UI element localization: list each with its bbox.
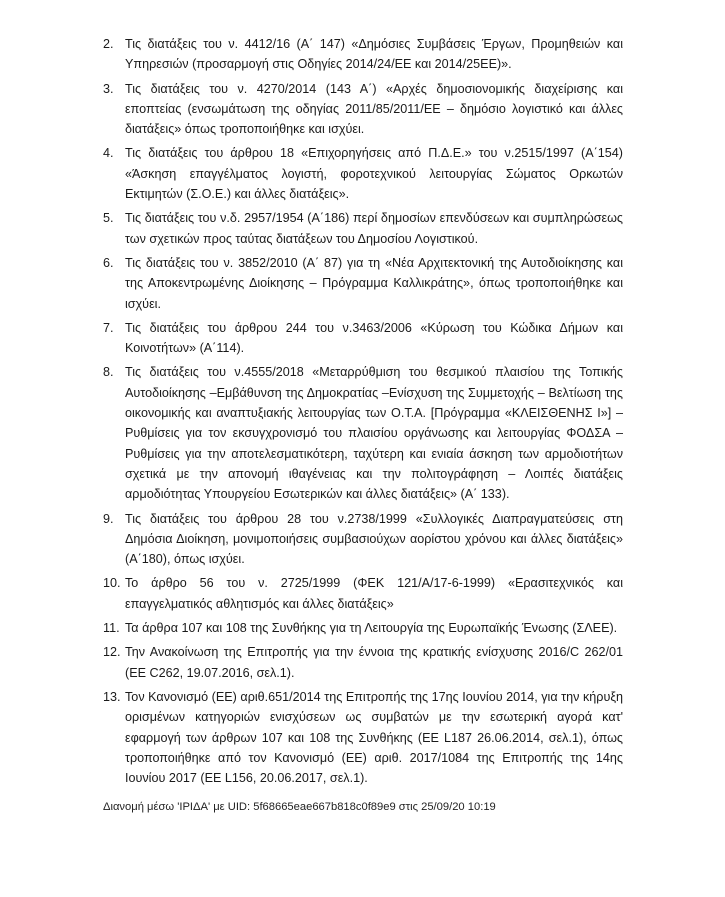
item-text: Τις διατάξεις του ν. 3852/2010 (Α΄ 87) για τη «Νέα Αρχιτεκτονική της Αυτοδιοίκησης και της Αποκεντρωμένης Διοίκησης – Πρόγραμμα Καλλικράτης», όπως τροποποιήθηκε και ισχύει. <box>125 255 623 311</box>
legal-references-list <box>103 34 623 792</box>
item-text: Τα άρθρα 107 και 108 της Συνθήκης για τη Λειτουργία της Ευρωπαϊκής Ένωσης (ΣΛΕΕ). <box>125 621 618 636</box>
item-number: 10. <box>103 576 121 591</box>
item-number: 5. <box>103 211 114 226</box>
list-item <box>103 687 623 788</box>
item-text: Τις διατάξεις του άρθρου 18 «Επιχορηγήσεις από Π.Δ.Ε.» του ν.2515/1997 (Α΄154) «Άσκηση επαγγέλματος λογιστή, φοροτεχνικού λειτουργίας Σώματος Ορκωτών Εκτιμητών (Σ.Ο.Ε.) και άλλες διατάξεις». <box>125 146 623 202</box>
list-item <box>103 573 623 614</box>
list-item <box>103 79 623 140</box>
item-number: 13. <box>103 689 121 704</box>
item-number: 3. <box>103 81 114 96</box>
item-text: Τις διατάξεις του ν. 4412/16 (Α΄ 147) «Δημόσιες Συμβάσεις Έργων, Προμηθειών και Υπηρεσιών (προσαρμογή στις Οδηγίες 2014/24/ΕΕ και 2014/25ΕΕ)». <box>125 37 623 72</box>
item-text: Τις διατάξεις του ν.4555/2018 «Μεταρρύθμιση του θεσμικού πλαισίου της Τοπικής Αυτοδιοίκησης –Εμβάθυνση της Δημοκρατίας –Ενίσχυση της Συμμετοχής – Βελτίωση της οικονομικής και αναπτυξιακής λειτουργίας των Ο.Τ.Α. [Πρόγραμμα «ΚΛΕΙΣΘΕΝΗΣ Ι»] –Ρυθμίσεις για τον εκσυγχρονισμό του πλαισίου οργάνωσης και λειτουργίας ΦΟΔΣΑ –Ρυθμίσεις για την αποτελεσματικότερη, ταχύτερη και ενιαία άσκηση των αρμοδιοτήτων σχετικά με την απονομή ιθαγένειας και την πολιτογράφηση – Λοιπές διατάξεις αρμοδιότητας Υπουργείου Εσωτερικών και άλλες διατάξεις» (Α΄ 133). <box>125 365 623 502</box>
list-item <box>103 253 623 314</box>
distribution-footer: Διανομή μέσω 'ΙΡΙΔΑ' με UID: 5f68665eae667b818c0f89e9 στις 25/09/20 10:19 <box>103 801 496 813</box>
item-text: Τις διατάξεις του άρθρου 244 του ν.3463/2006 «Κύρωση του Κώδικα Δήμων και Κοινοτήτων» (Α΄114). <box>125 320 623 356</box>
item-number: 9. <box>103 511 114 526</box>
item-text: Τις διατάξεις του άρθρου 28 του ν.2738/1999 «Συλλογικές Διαπραγματεύσεις στη Δημόσια Διοίκηση, μονιμοποιήσεις συμβασιούχων αορίστου χρόνου και άλλες διατάξεις» (Α΄180), όπως ισχύει. <box>125 511 623 567</box>
item-number: 6. <box>103 255 114 270</box>
item-number: 11. <box>103 621 120 636</box>
item-text: Την Ανακοίνωση της Επιτροπής για την έννοια της κρατικής ενίσχυσης 2016/C 262/01 (ΕΕ C262, 19.07.2016, σελ.1). <box>125 645 623 680</box>
item-text: Το άρθρο 56 του ν. 2725/1999 (ΦΕΚ 121/Α/17-6-1999) «Ερασιτεχνικός και επαγγελματικός αθλητισμός και άλλες διατάξεις» <box>125 576 623 611</box>
list-item <box>103 362 623 504</box>
item-number: 8. <box>103 365 114 380</box>
item-number: 2. <box>103 37 114 51</box>
item-text: Τις διατάξεις του ν. 4270/2014 (143 Α΄) «Αρχές δημοσιονομικής διαχείρισης και εποπτείας (ενσωμάτωση της οδηγίας 2011/85/2011/ΕΕ – δημόσιο λογιστικό και άλλες διατάξεις» όπως τροποποιήθηκε και ισχύει. <box>125 81 623 137</box>
list-item <box>103 642 623 683</box>
item-number: 7. <box>103 320 114 335</box>
list-item <box>103 509 623 570</box>
list-item <box>103 34 623 75</box>
item-text: Τον Κανονισμό (ΕΕ) αριθ.651/2014 της Επιτροπής της 17ης Ιουνίου 2014, για την κήρυξη ορισμένων κατηγοριών ενισχύσεων ως συμβατών με την εσωτερική αγορά κατ' εφαρμογή των άρθρων 107 και 108 της Συνθήκης (ΕΕ L187 26.06.2014, σελ.1), όπως τροποποιήθηκε από τον Κανονισμό (ΕΕ) αριθ. 2017/1084 της Επιτροπής της 14ης Ιουνίου 2017 (ΕΕ L156, 20.06.2017, σελ.1). <box>125 689 623 786</box>
list-item <box>103 143 623 204</box>
item-text: Τις διατάξεις του ν.δ. 2957/1954 (Α΄186) περί δημοσίων επενδύσεων και συμπληρώσεως των σχετικών προς ταύτας διατάξεων του Δημοσίου Λογιστικού. <box>125 211 623 246</box>
item-number: 4. <box>103 146 114 161</box>
list-item <box>103 618 623 638</box>
list-item <box>103 318 623 359</box>
item-number: 12. <box>103 645 121 660</box>
list-item <box>103 208 623 249</box>
